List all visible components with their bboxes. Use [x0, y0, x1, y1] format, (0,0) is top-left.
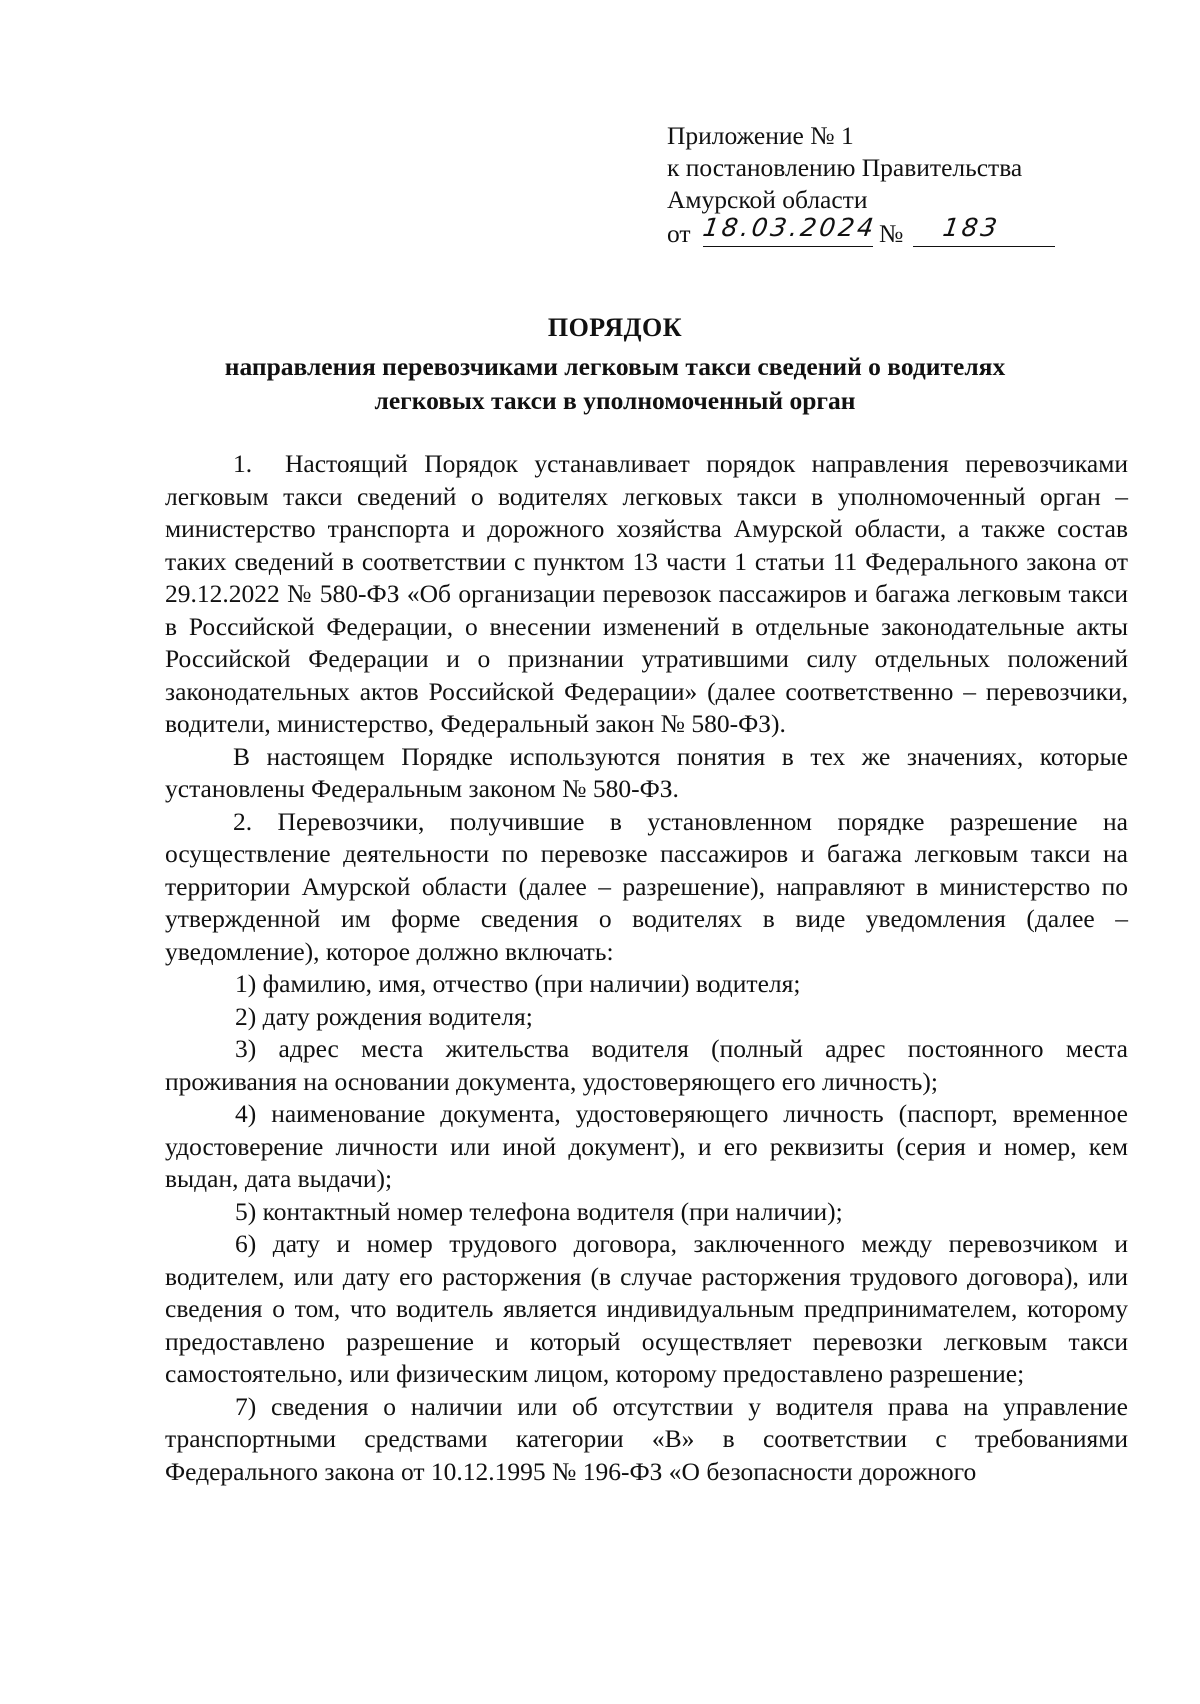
date-number-line — [667, 213, 1087, 252]
appendix-resolution-line: к постановлению Правительства — [667, 153, 1023, 182]
appendix-number: Приложение № 1 — [667, 121, 854, 150]
list-item-5: 5) контактный номер телефона водителя (при наличии); — [235, 1196, 843, 1226]
handwritten-date: 18.03.2024 — [703, 212, 873, 247]
document-subtitle-line2: легковых такси в уполномоченный орган — [374, 386, 856, 415]
paragraph-2: 2. Перевозчики, получившие в установленном порядке разрешение на осуществление деятельности по перевозке пассажиров и багажа легковым такси на территории Амурской области (далее – разрешение), направляют в министерство по утвержденной им форме сведения о водителях в виде уведомления (далее – уведомление), которое должно включать: — [165, 806, 1128, 966]
list-item-7: 7) сведения о наличии или об отсутствии у водителя права на управление транспортными средствами категории «B» в соответствии с требованиями Федерального закона от 10.12.1995 № 196-ФЗ «О безопасности дорожного — [165, 1391, 1128, 1486]
list-item-6: 6) дату и номер трудового договора, заключенного между перевозчиком и водителем, или дату его расторжения (в случае расторжения трудового договора), или сведения о том, что водитель является индивидуальным предпринимателем, которому предоставлено разрешение и который осуществляет перевозки легковым такси самостоятельно, или физическим лицом, которому предоставлено разрешение; — [165, 1229, 1128, 1388]
document-title: ПОРЯДОК — [547, 313, 683, 342]
appendix-region-line: Амурской области — [667, 185, 868, 214]
list-item-2: 2) дату рождения водителя; — [235, 1001, 533, 1031]
list-item-3: 3) адрес места жительства водителя (полный адрес постоянного места проживания на основании документа, удостоверяющего его личность); — [165, 1034, 1128, 1096]
paragraph-1-definitions: В настоящем Порядке используются понятия в тех же значениях, которые установлены Федеральным законом № 580-ФЗ. — [165, 741, 1128, 803]
paragraph-1: 1. Настоящий Порядок устанавливает порядок направления перевозчиками легковым такси сведений о водителях легковых такси в уполномоченный орган – министерство транспорта и дорожного хозяйства Амурской области, а также состав таких сведений в соответствии с пунктом 13 части 1 статьи 11 Федерального закона от 29.12.2022 № 580-ФЗ «Об организации перевозок пассажиров и багажа легковым такси в Российской Федерации, о внесении изменений в отдельные законодательные акты Российской Федерации и о признании утратившими силу отдельных положений законодательных актов Российской Федерации» (далее соответственно – перевозчики, водители, министерство, Федеральный закон № 580-ФЗ). — [165, 449, 1128, 738]
number-sign: № — [879, 219, 904, 248]
handwritten-number: 183 — [913, 212, 1055, 247]
document-body — [165, 448, 1128, 1488]
list-item-4: 4) наименование документа, удостоверяющего личность (паспорт, временное удостоверение личности или иной документ), и его реквизиты (серия и номер, кем выдан, дата выдачи); — [165, 1099, 1128, 1193]
date-prefix: от — [667, 219, 691, 248]
list-item-1: 1) фамилию, имя, отчество (при наличии) водителя; — [235, 969, 801, 998]
document-subtitle-line1: направления перевозчиками легковым такси сведений о водителях — [224, 352, 1006, 381]
appendix-header — [667, 120, 1087, 252]
